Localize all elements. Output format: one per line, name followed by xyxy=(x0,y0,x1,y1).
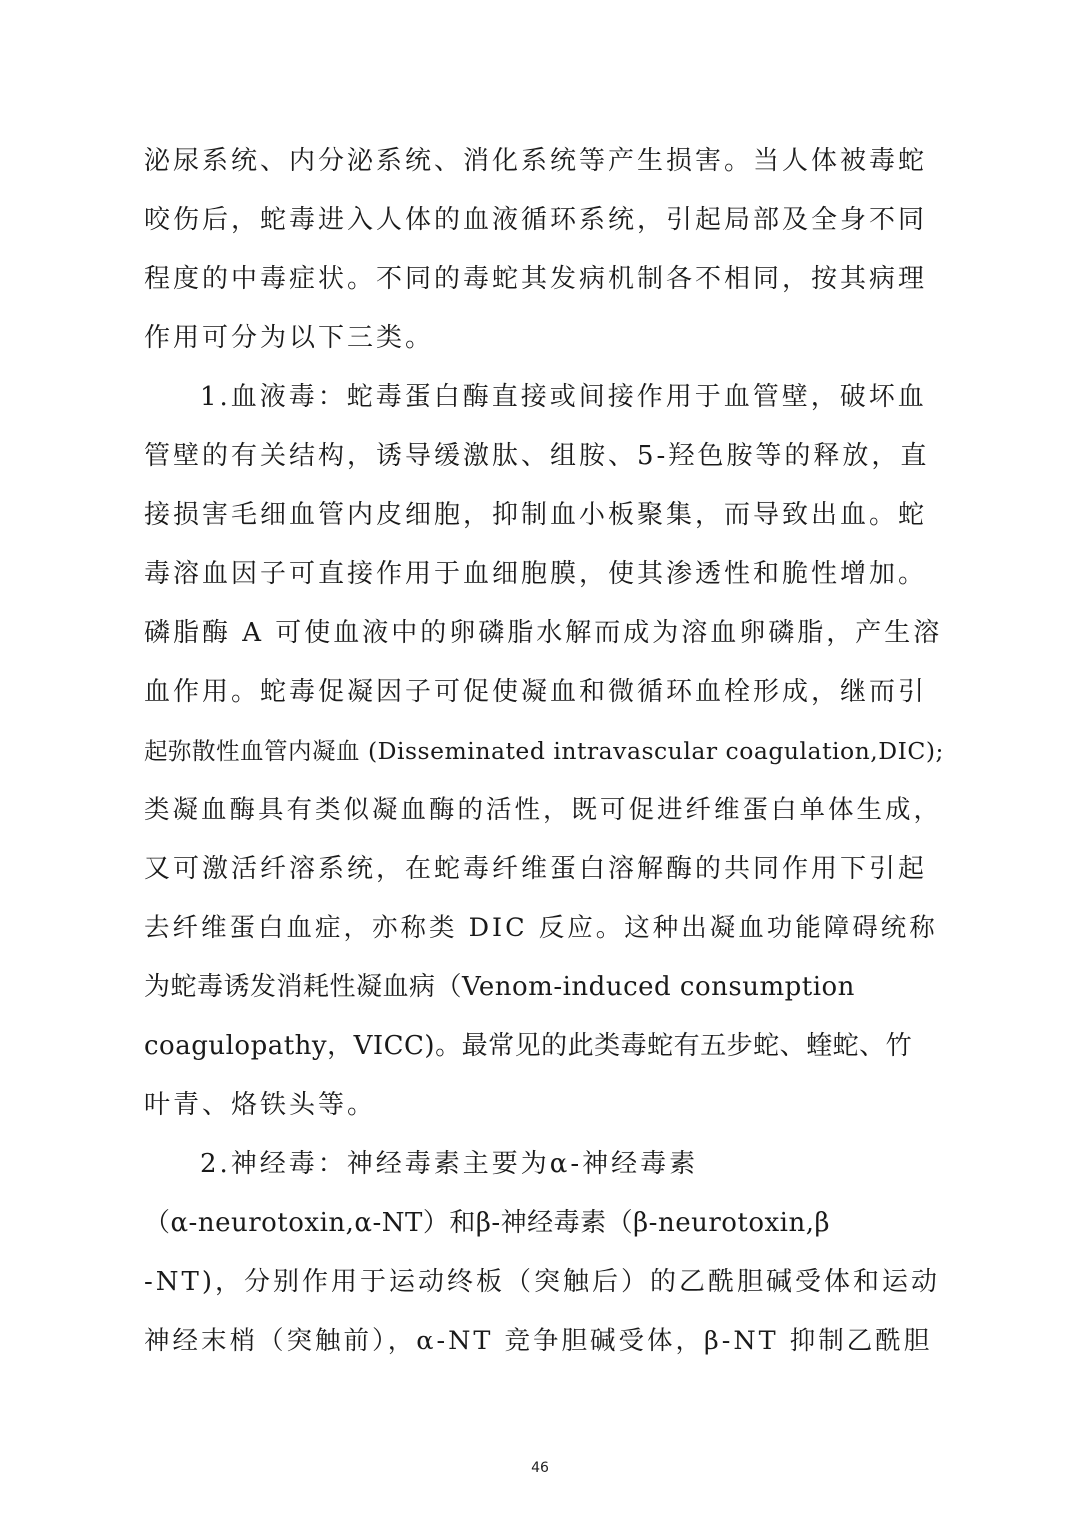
section-heading-line: 1.血液毒：蛇毒蛋白酶直接或间接作用于血管壁，破坏血 xyxy=(200,382,927,412)
text-line: （α-neurotoxin,α-NT）和β-神经毒素（β-neurotoxin,β xyxy=(144,1208,831,1238)
text-line: -NT)，分别作用于运动终板（突触后）的乙酰胆碱受体和运动 xyxy=(144,1267,941,1297)
text-line: coagulopathy，VICC)。最常见的此类毒蛇有五步蛇、蝰蛇、竹 xyxy=(144,1031,913,1061)
text-line: 作用可分为以下三类。 xyxy=(144,323,435,353)
text-line: 类凝血酶具有类似凝血酶的活性，既可促进纤维蛋白单体生成， xyxy=(144,795,943,825)
text-line: 毒溶血因子可直接作用于血细胞膜，使其渗透性和脆性增加。 xyxy=(144,559,928,589)
text-line: 泌尿系统、内分泌系统、消化系统等产生损害。当人体被毒蛇 xyxy=(144,146,928,176)
text-line: 血作用。蛇毒促凝因子可促使凝血和微循环血栓形成，继而引 xyxy=(144,677,928,707)
text-line: 管壁的有关结构，诱导缓激肽、组胺、5-羟色胺等的释放，直 xyxy=(144,441,930,471)
text-line: 磷脂酶 A 可使血液中的卵磷脂水解而成为溶血卵磷脂，产生溶 xyxy=(144,618,943,648)
text-line: 起弥散性血管内凝血 (Disseminated intravascular coagulation,DIC); xyxy=(144,737,944,765)
section-heading-line: 2.神经毒：神经毒素主要为α-神经毒素 xyxy=(200,1149,699,1179)
text-line: 程度的中毒症状。不同的毒蛇其发病机制各不相同，按其病理 xyxy=(144,264,928,294)
text-line: 叶青、烙铁头等。 xyxy=(144,1090,377,1120)
text-line: 咬伤后，蛇毒进入人体的血液循环系统，引起局部及全身不同 xyxy=(144,205,928,235)
text-line: 为蛇毒诱发消耗性凝血病（Venom-induced consumption xyxy=(144,972,855,1002)
text-line: 神经末梢（突触前），α-NT 竞争胆碱受体，β-NT 抑制乙酰胆 xyxy=(144,1326,933,1356)
text-line: 又可激活纤溶系统，在蛇毒纤维蛋白溶解酶的共同作用下引起 xyxy=(144,854,928,884)
page-number: 46 xyxy=(531,1460,549,1476)
text-line: 去纤维蛋白血症，亦称类 DIC 反应。这种出凝血功能障碍统称 xyxy=(144,913,938,943)
text-line: 接损害毛细血管内皮细胞，抑制血小板聚集，而导致出血。蛇 xyxy=(144,500,928,530)
